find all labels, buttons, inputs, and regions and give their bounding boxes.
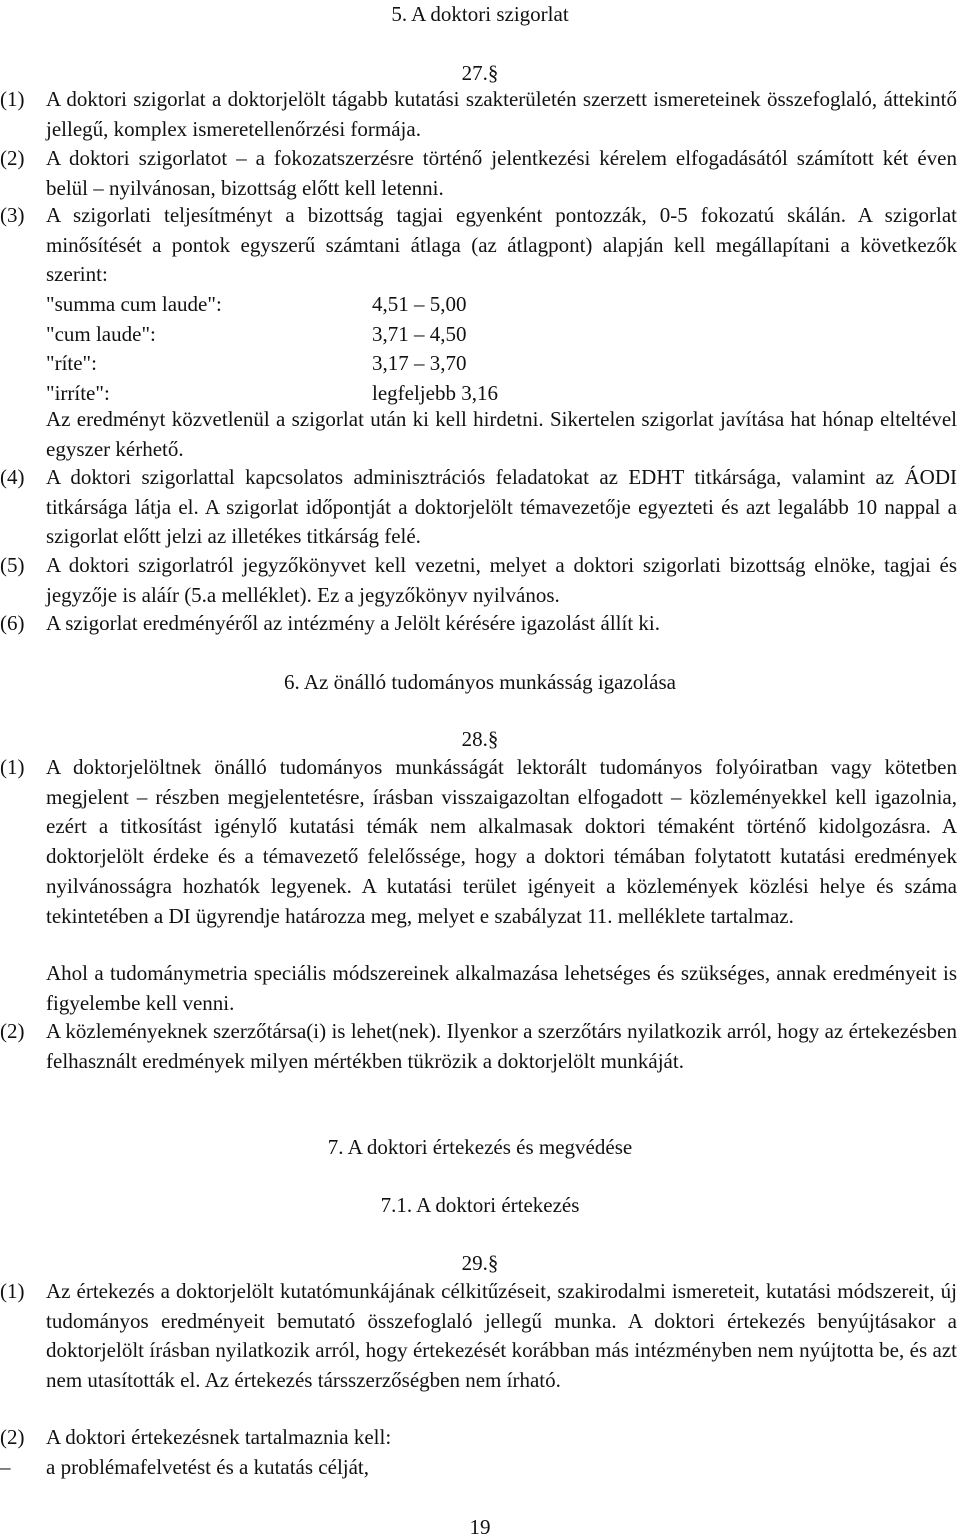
grade-label: "ríte": (46, 351, 97, 376)
paragraph-text: A doktori értekezésnek tartalmaznia kell: (46, 1425, 392, 1449)
chapter-7-title: 7. A doktori értekezés és megvédése (327, 1135, 633, 1159)
paragraph-27-3-continued (0, 405, 957, 464)
chapter-6-title: 6. Az önálló tudományos munkásság igazolása (284, 670, 676, 694)
paragraph-number: (5) (0, 553, 25, 577)
paragraph-text: Ahol a tudománymetria speciális módszereinek alkalmazása lehetséges és szükséges, annak eredményeit is figyelembe kell venni. (46, 961, 957, 1015)
paragraph-27-6 (0, 609, 957, 639)
paragraph-number: (4) (0, 465, 25, 489)
grade-label: "irríte": (46, 381, 110, 406)
section-28: 28.§ (461, 727, 499, 751)
paragraph-text: A szigorlat eredményéről az intézmény a Jelölt kérésére igazolást állít ki. (46, 611, 661, 635)
paragraph-28-2 (0, 1017, 957, 1076)
paragraph-number: (6) (0, 611, 25, 635)
grade-range: 3,17 – 3,70 (372, 351, 467, 376)
paragraph-number: (2) (0, 1425, 25, 1449)
paragraph-text: A doktori szigorlatról jegyzőkönyvet kell vezetni, melyet a doktori szigorlati bizottság elnöke, tagjai és jegyzője is aláír (5.a melléklet). Ez a jegyzőkönyv nyilvános. (46, 553, 957, 607)
page-number: 19 (469, 1515, 491, 1539)
paragraph-29-1 (0, 1277, 957, 1396)
paragraph-text: A doktori szigorlat a doktorjelölt tágabb kutatási szakterületén szerzett ismereteinek összefoglaló, áttekintő jellegű, komplex ismeretellenőrzési formája. (46, 87, 957, 141)
paragraph-27-1 (0, 85, 957, 144)
paragraph-27-2 (0, 144, 957, 203)
paragraph-number: (3) (0, 203, 25, 227)
paragraph-text: A közleményeknek szerzőtársa(i) is lehet(nek). Ilyenkor a szerzőtárs nyilatkozik arról, hogy az értekezésben felhasznált eredmények milyen mértékben tükrözik a doktorjelölt munkáját. (46, 1019, 957, 1073)
grade-range: 4,51 – 5,00 (372, 292, 467, 316)
paragraph-text: A doktori szigorlatot – a fokozatszerzésre történő jelentkezési kérelem elfogadásától számított két éven belül – nyilvánosan, bizottság előtt kell letenni. (46, 146, 957, 200)
paragraph-text: A doktori szigorlattal kapcsolatos adminisztrációs feladatokat az EDHT titkársága, valamint az ÁODI titkársága látja el. A szigorlat időpontját a doktorjelölt témavezetője egyezteti és azt legalább 10 nappal a szigorlat előtt jelzi az illetékes titkárság felé. (46, 465, 957, 549)
paragraph-27-4 (0, 463, 957, 552)
paragraph-29-2 (0, 1423, 957, 1453)
grade-label: "cum laude": (46, 321, 156, 346)
paragraph-text: A doktorjelöltnek önálló tudományos munkásságát lektorált tudományos folyóiratban vagy kötetben megjelent – részben megjelentetésre, írásban visszaigazoltan elfogadott – közleményekkel kell igazolnia, ezért a titkosítást igénylő kutatási témák nem alkalmasak doktori témaként történő kidolgozásra. A doktorjelölt érdeke és a témavezető felelőssége, hogy a doktori témában folytatott kutatási eredmények nyilvánosságra hozhatók legyenek. A kutatási terület igényeit a közlemények közlési helye és száma tekintetében a DI ügyrendje határozza meg, melyet e szabályzat 11. melléklete tartalmaz. (46, 755, 957, 928)
paragraph-27-5 (0, 551, 957, 610)
paragraph-number: (2) (0, 1019, 25, 1043)
section-29: 29.§ (461, 1251, 499, 1275)
chapter-7-1-subtitle: 7.1. A doktori értekezés (380, 1193, 580, 1217)
paragraph-number: (1) (0, 1279, 25, 1303)
paragraph-text: Az eredményt közvetlenül a szigorlat után ki kell hirdetni. Sikertelen szigorlat javítása hat hónap elteltével egyszer kérhető. (46, 407, 957, 461)
grade-label: "summa cum laude": (46, 292, 222, 316)
paragraph-28-1b (0, 959, 957, 1018)
paragraph-number: (1) (0, 755, 25, 779)
paragraph-text: A szigorlati teljesítményt a bizottság tagjai egyenként pontozzák, 0-5 fokozatú skálán. A szigorlat minősítését a pontok egyszerű számtani átlaga (az átlagpont) alapján kell megállapítani a következők szerint: (46, 203, 957, 287)
grade-range: 3,71 – 4,50 (372, 321, 467, 346)
list-item-text: a problémafelvetést és a kutatás célját, (46, 1455, 370, 1479)
paragraph-28-1 (0, 753, 957, 931)
paragraph-number: (1) (0, 87, 25, 111)
list-dash: – (0, 1455, 11, 1479)
paragraph-number: (2) (0, 146, 25, 170)
section-27: 27.§ (461, 61, 499, 85)
grade-range: legfeljebb 3,16 (372, 381, 498, 406)
paragraph-27-3 (0, 201, 957, 290)
paragraph-text: Az értekezés a doktorjelölt kutatómunkájának célkitűzéseit, szakirodalmi ismereteit, kutatási módszereit, új tudományos eredményeit bemutató összefoglaló jellegű munka. A doktori értekezés benyújtásakor a doktorjelölt írásban nyilatkozik arról, hogy értekezését korábban más intézményben nem nyújtotta be, és azt nem utasították el. Az értekezés társszerzőségben nem írható. (46, 1279, 957, 1393)
chapter-5-title: 5. A doktori szigorlat (391, 2, 569, 26)
